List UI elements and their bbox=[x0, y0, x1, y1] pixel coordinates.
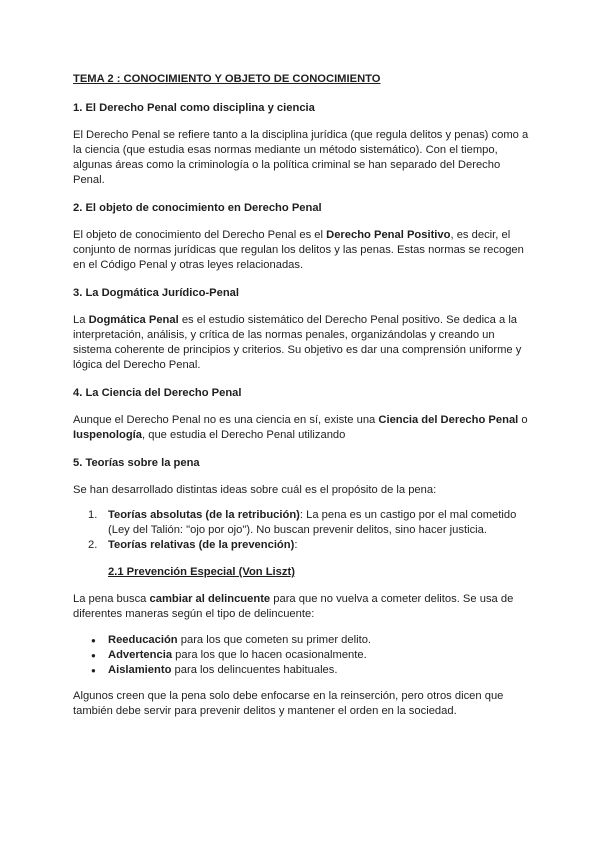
bullet-icon: ● bbox=[91, 636, 96, 645]
list-item-continuation: (Ley del Talión: "ojo por ojo"). No buscan prevenir delitos, sino hacer justicia. bbox=[108, 524, 487, 536]
paragraph-line: interpretación, análisis, y crítica de las normas penales, organizándolas y creando un bbox=[73, 329, 495, 341]
paragraph-line: El Derecho Penal se refiere tanto a la disciplina jurídica (que regula delitos y penas) como a bbox=[73, 129, 529, 141]
paragraph-line: Se han desarrollado distintas ideas sobre cuál es el propósito de la pena: bbox=[73, 484, 437, 496]
section-5-heading: 5. Teorías sobre la pena bbox=[73, 457, 200, 469]
paragraph-line: La pena busca cambiar al delincuente para que no vuelva a cometer delitos. Se usa de bbox=[73, 593, 514, 605]
paragraph-line: lógica del Derecho Penal. bbox=[73, 359, 201, 371]
list-number: 2. bbox=[88, 539, 98, 551]
section-1-heading: 1. El Derecho Penal como disciplina y ciencia bbox=[73, 102, 315, 114]
paragraph-line: conjunto de normas jurídicas que regulan los delitos y las penas. Estas normas se recogen bbox=[73, 244, 524, 256]
paragraph-line: diferentes maneras según el tipo de delincuente: bbox=[73, 608, 315, 620]
list-item: Teorías absolutas (de la retribución): La pena es un castigo por el mal cometido bbox=[108, 509, 517, 521]
paragraph-line: Aunque el Derecho Penal no es una ciencia en sí, existe una Ciencia del Derecho Penal o bbox=[73, 414, 528, 426]
section-2-heading: 2. El objeto de conocimiento en Derecho Penal bbox=[73, 202, 322, 214]
bullet-icon: ● bbox=[91, 651, 96, 660]
bullet-item: Reeducación para los que cometen su primer delito. bbox=[108, 634, 372, 646]
subsection-heading: 2.1 Prevención Especial (Von Liszt) bbox=[108, 566, 295, 578]
page-title: TEMA 2 : CONOCIMIENTO Y OBJETO DE CONOCIMIENTO bbox=[73, 73, 381, 85]
paragraph-line: La Dogmática Penal es el estudio sistemático del Derecho Penal positivo. Se dedica a la bbox=[73, 314, 518, 326]
list-number: 1. bbox=[88, 509, 98, 521]
paragraph-line: también debe servir para prevenir delitos y mantener el orden en la sociedad. bbox=[73, 705, 457, 717]
paragraph-line: sistema coherente de principios y criterios. Su objetivo es dar una comprensión uniforme y bbox=[73, 344, 522, 356]
paragraph-line: algunas áreas como la criminología o la política criminal se han separado del Derecho bbox=[73, 159, 501, 171]
paragraph-line: en el Código Penal y otras leyes relacionadas. bbox=[73, 259, 304, 271]
section-4-heading: 4. La Ciencia del Derecho Penal bbox=[73, 387, 242, 399]
paragraph-line: El objeto de conocimiento del Derecho Penal es el Derecho Penal Positivo, es decir, el bbox=[73, 229, 511, 241]
bullet-item: Aislamiento para los delincuentes habituales. bbox=[108, 664, 338, 676]
paragraph-line: Penal. bbox=[73, 174, 105, 186]
paragraph-line: la ciencia (que estudia esas normas mediante un método sistemático). Con el tiempo, bbox=[73, 144, 498, 156]
paragraph-line: Algunos creen que la pena solo debe enfocarse en la reinserción, pero otros dicen que bbox=[73, 690, 504, 702]
list-item: Teorías relativas (de la prevención): bbox=[108, 539, 298, 551]
paragraph-line: Iuspenología, que estudia el Derecho Penal utilizando bbox=[73, 429, 346, 441]
bullet-icon: ● bbox=[91, 666, 96, 675]
bullet-item: Advertencia para los que lo hacen ocasionalmente. bbox=[108, 649, 367, 661]
section-3-heading: 3. La Dogmática Jurídico-Penal bbox=[73, 287, 239, 299]
